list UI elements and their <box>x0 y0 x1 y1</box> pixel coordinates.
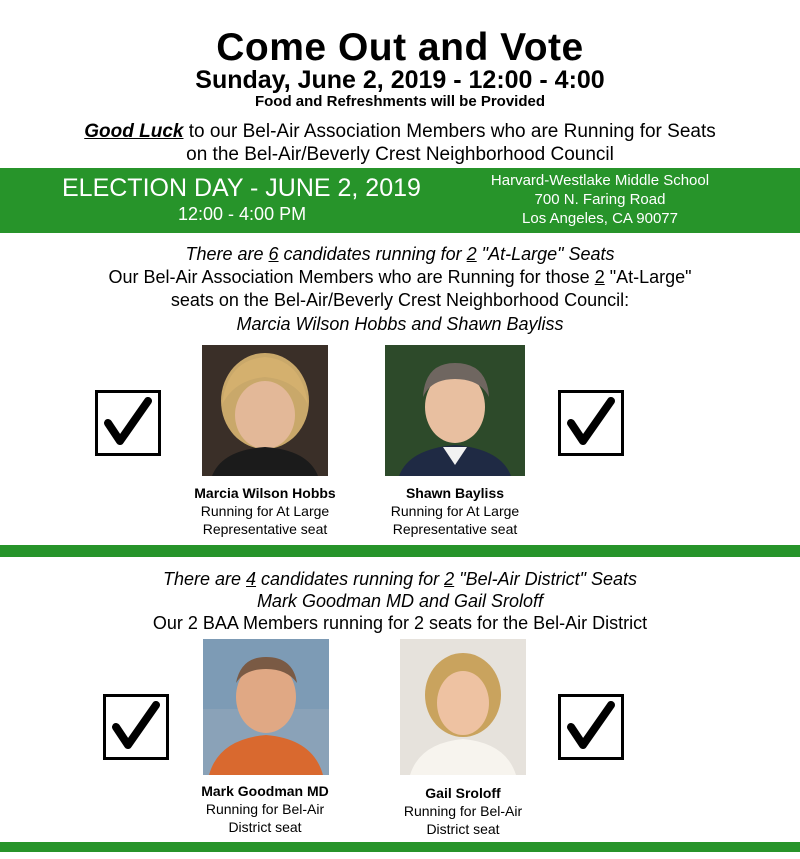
district-h-b: candidates running for <box>256 569 445 589</box>
good-luck-line2: on the Bel-Air/Beverly Crest Neighborhood Council <box>186 144 614 165</box>
candidate-photo-shawn <box>385 345 525 476</box>
section-divider <box>0 545 800 557</box>
candidate-line-3: Representative seat <box>202 521 328 537</box>
event-date-time: Sunday, June 2, 2019 - 12:00 - 4:00 <box>195 66 605 94</box>
at-large-h-a: There are <box>185 244 269 264</box>
at-large-line-2 <box>0 266 800 289</box>
page-title: Come Out and Vote <box>216 26 584 69</box>
at-large-h-seats: 2 <box>466 244 477 264</box>
district-h-seats: 2 <box>444 569 455 589</box>
candidate-caption <box>175 484 355 538</box>
banner-title: ELECTION DAY - JUNE 2, 2019 <box>62 174 421 202</box>
banner-time: 12:00 - 4:00 PM <box>178 204 307 224</box>
candidate-name: Mark Goodman MD <box>201 783 329 799</box>
at-large-l2-a: Our Bel-Air Association Members who are Running for those <box>108 267 595 287</box>
address-line-2: 700 N. Faring Road <box>534 191 666 208</box>
candidate-photo-mark <box>203 639 329 775</box>
at-large-h-count: 6 <box>268 244 279 264</box>
address-line-1: Harvard-Westlake Middle School <box>490 172 710 189</box>
candidate-caption <box>365 484 545 538</box>
district-line-3: Our 2 BAA Members running for 2 seats for the Bel-Air District <box>152 613 648 633</box>
address-line-3: Los Angeles, CA 90077 <box>522 210 678 227</box>
candidate-line-2: Running for Bel-Air <box>205 801 325 817</box>
candidate-name: Marcia Wilson Hobbs <box>194 485 336 501</box>
district-h-c: "Bel-Air District" Seats <box>454 569 637 589</box>
candidate-caption <box>373 784 553 838</box>
checkmark-box-icon <box>103 694 169 760</box>
good-luck-line1: to our Bel-Air Association Members who are Running for Seats <box>183 121 716 142</box>
district-heading <box>0 569 800 590</box>
bottom-divider <box>0 842 800 852</box>
candidate-line-3: District seat <box>228 819 302 835</box>
candidate-line-2: Running for At Large <box>390 503 520 519</box>
candidate-line-2: Running for At Large <box>200 503 330 519</box>
district-h-count: 4 <box>246 569 257 589</box>
district-names: Mark Goodman MD and Gail Sroloff <box>256 591 544 611</box>
candidate-name: Gail Sroloff <box>425 785 501 801</box>
at-large-line-3: seats on the Bel-Air/Beverly Crest Neighborhood Council: <box>170 290 630 310</box>
checkmark-box-icon <box>558 694 624 760</box>
district-h-a: There are <box>162 569 247 589</box>
good-luck-label: Good Luck <box>84 121 184 142</box>
candidate-line-3: District seat <box>426 821 500 837</box>
candidate-photo-marcia <box>202 345 328 476</box>
candidate-line-3: Representative seat <box>392 521 518 537</box>
candidate-photo-gail <box>400 639 526 775</box>
at-large-names: Marcia Wilson Hobbs and Shawn Bayliss <box>236 314 564 334</box>
food-notice: Food and Refreshments will be Provided <box>254 93 546 110</box>
candidate-caption <box>175 782 355 836</box>
at-large-l2-num: 2 <box>594 267 605 287</box>
at-large-heading <box>0 244 800 265</box>
at-large-l2-b: "At-Large" <box>604 267 692 287</box>
checkmark-box-icon <box>95 390 161 456</box>
at-large-h-b: candidates running for <box>278 244 467 264</box>
checkmark-box-icon <box>558 390 624 456</box>
banner-address <box>470 171 730 228</box>
at-large-h-c: "At-Large" Seats <box>476 244 615 264</box>
candidate-name: Shawn Bayliss <box>405 485 505 501</box>
good-luck-message <box>0 120 800 166</box>
candidate-line-2: Running for Bel-Air <box>403 803 523 819</box>
